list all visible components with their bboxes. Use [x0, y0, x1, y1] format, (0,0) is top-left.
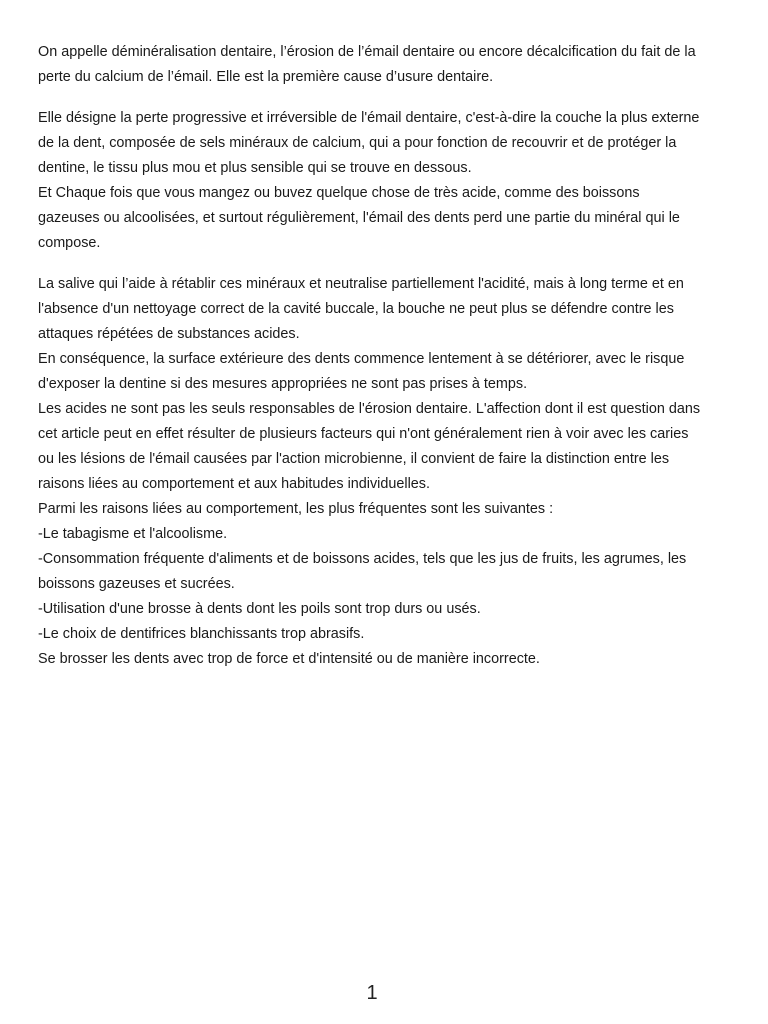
list-item: -Le choix de dentifrices blanchissants trop abrasifs.: [38, 626, 365, 642]
text-line: La salive qui l’aide à rétablir ces minéraux et neutralise partiellement l'acidité, mais à long terme et en: [38, 276, 684, 292]
text-line: Et Chaque fois que vous mangez ou buvez quelque chose de très acide, comme des boissons: [38, 185, 640, 201]
text-line: Elle désigne la perte progressive et irréversible de l'émail dentaire, c'est-à-dire la couche la plus externe: [38, 110, 700, 126]
text-line: boissons gazeuses et sucrées.: [38, 576, 235, 592]
paragraph-1: [38, 40, 734, 90]
text-line: On appelle déminéralisation dentaire, l’érosion de l’émail dentaire ou encore décalcification du fait de la: [38, 44, 696, 60]
text-line: Les acides ne sont pas les seuls responsables de l'érosion dentaire. L'affection dont il est question dans: [38, 401, 701, 417]
text-line: de la dent, composée de sels minéraux de calcium, qui a pour fonction de recouvrir et de protéger la: [38, 135, 677, 151]
text-line: cet article peut en effet résulter de plusieurs facteurs qui n'ont généralement rien à voir avec les caries: [38, 426, 689, 442]
text-line: ou les lésions de l'émail causées par l'action microbienne, il convient de faire la distinction entre les: [38, 451, 670, 467]
list-item: -Utilisation d'une brosse à dents dont les poils sont trop durs ou usés.: [38, 601, 481, 617]
document-body: [38, 40, 734, 688]
text-line: Se brosser les dents avec trop de force et d'intensité ou de manière incorrecte.: [38, 651, 540, 667]
paragraph-2: [38, 106, 734, 256]
text-line: Parmi les raisons liées au comportement, les plus fréquentes sont les suivantes :: [38, 501, 554, 517]
text-line: d'exposer la dentine si des mesures appropriées ne sont pas prises à temps.: [38, 376, 528, 392]
list-item: -Consommation fréquente d'aliments et de boissons acides, tels que les jus de fruits, les agrumes, les: [38, 551, 687, 567]
text-line: dentine, le tissu plus mou et plus sensible qui se trouve en dessous.: [38, 160, 472, 176]
paragraph-3: [38, 272, 734, 672]
text-line: raisons liées au comportement et aux habitudes individuelles.: [38, 476, 430, 492]
page-number: 1: [366, 982, 378, 1004]
text-line: l'absence d'un nettoyage correct de la cavité buccale, la bouche ne peut plus se défendre contre les: [38, 301, 674, 317]
list-item: -Le tabagisme et l'alcoolisme.: [38, 526, 228, 542]
text-line: attaques répétées de substances acides.: [38, 326, 300, 342]
text-line: compose.: [38, 235, 101, 251]
text-line: En conséquence, la surface extérieure des dents commence lentement à se détériorer, avec le risque: [38, 351, 685, 367]
text-line: gazeuses ou alcoolisées, et surtout régulièrement, l'émail des dents perd une partie du minéral qui le: [38, 210, 680, 226]
text-line: perte du calcium de l’émail. Elle est la première cause d’usure dentaire.: [38, 69, 494, 85]
